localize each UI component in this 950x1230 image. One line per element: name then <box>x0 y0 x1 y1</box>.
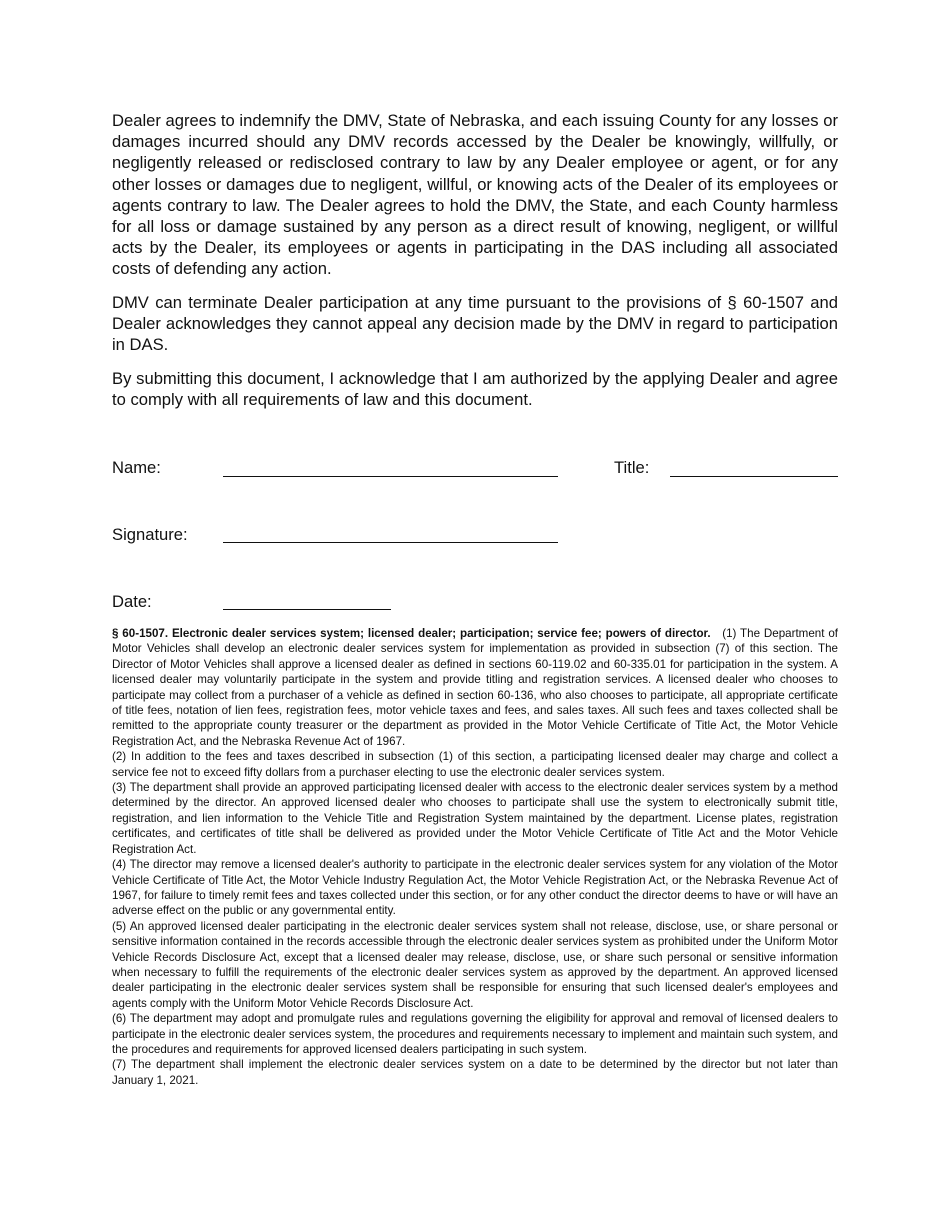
statute-subsection-1 <box>112 626 838 749</box>
termination-paragraph: DMV can terminate Dealer participation at any time pursuant to the provisions of § 60-1507 and Dealer acknowledges they cannot appeal any decision made by the DMV in regard to participation in DAS. <box>112 293 838 355</box>
acknowledgement-paragraph: By submitting this document, I acknowledge that I am authorized by the applying Dealer and agree to comply with all requirements of law and this document. <box>112 369 838 410</box>
statute-subsection-1-text: (1) The Department of Motor Vehicles shall develop an electronic dealer services system for implementation as provided in subsection (7) of this section. The Director of Motor Vehicles shall approve a licensed dealer as defined in sections 60-119.02 and 60-335.01 for participation in the system. A licensed dealer may voluntarily participate in the system and provide titling and registration services. A licensed dealer who chooses to participate may collect from a purchaser of a vehicle as defined in section 60-136, who also chooses to participate, all appropriate certificate of title fees, notation of lien fees, registration fees, motor vehicle taxes and fees, and sales taxes. All such fees and taxes collected shall be remitted to the appropriate county treasurer or the department as provided in the Motor Vehicle Certificate of Title Act, the Motor Vehicle Registration Act, and the Nebraska Revenue Act of 1967. <box>112 627 838 748</box>
date-line[interactable] <box>223 609 391 610</box>
title-line[interactable] <box>670 476 838 477</box>
signature-line[interactable] <box>223 542 558 543</box>
statute-subsection-3: (3) The department shall provide an approved participating licensed dealer with access to the electronic dealer services system by a method determined by the director. An approved licensed dealer who chooses to participate shall use the system to electronically submit title, registration, and lien information to the Vehicle Title and Registration System maintained by the department. License plates, registration certificates, and certificates of title shall be delivered as provided under the Motor Vehicle Certificate of Title Act and the Motor Vehicle Registration Act. <box>112 781 838 856</box>
statute-subsection-7: (7) The department shall implement the electronic dealer services system on a date to be determined by the director but not later than January 1, 2021. <box>112 1058 838 1087</box>
name-label: Name: <box>112 458 161 477</box>
name-line[interactable] <box>223 476 558 477</box>
title-label: Title: <box>614 458 650 477</box>
indemnification-paragraph: Dealer agrees to indemnify the DMV, State of Nebraska, and each issuing County for any losses or damages incurred should any DMV records accessed by the Dealer be knowingly, willfully, or negligently released or redisclosed contrary to law by any Dealer employee or agent, or for any other losses or damages due to negligent, willful, or knowing acts of the Dealer of its employees or agents contrary to law. The Dealer agrees to hold the DMV, the State, and each County harmless for all loss or damage sustained by any person as a direct result of knowing, negligent, or willful acts by the Dealer, its employees or agents in participating in the DAS including all associated costs of defending any action. <box>112 111 838 279</box>
statute-subsection-4: (4) The director may remove a licensed dealer's authority to participate in the electronic dealer services system for any violation of the Motor Vehicle Certificate of Title Act, the Motor Vehicle Industry Regulation Act, the Motor Vehicle Registration Act, or the Nebraska Revenue Act of 1967, for failure to timely remit fees and taxes collected under this section, or for any other conduct the director deems to have or will have an adverse effect on the public or any governmental entity. <box>112 858 838 918</box>
statute-heading: § 60-1507. Electronic dealer services system; licensed dealer; participation; service fee; powers of director. <box>112 627 711 640</box>
date-label: Date: <box>112 592 152 611</box>
signature-label: Signature: <box>112 525 188 544</box>
statute-subsection-2: (2) In addition to the fees and taxes described in subsection (1) of this section, a participating licensed dealer may charge and collect a service fee not to exceed fifty dollars from a purchaser electing to use the electronic dealer services system. <box>112 750 838 779</box>
statute-subsection-6: (6) The department may adopt and promulgate rules and regulations governing the eligibility for approval and removal of licensed dealers to participate in the electronic dealer services system, the procedures and requirements necessary to implement and maintain such system, and the procedures and requirements for approved licensed dealers participating in such system. <box>112 1012 838 1056</box>
statute-text <box>112 626 838 1088</box>
statute-subsection-5: (5) An approved licensed dealer participating in the electronic dealer services system shall not release, disclose, use, or share personal or sensitive information contained in the records accessible through the electronic dealer services system as prohibited under the Uniform Motor Vehicle Records Disclosure Act, except that a licensed dealer may release, disclose, use, or share such personal or sensitive information when necessary to fulfill the requirements of the electronic dealer services system as approved by the department. An approved licensed dealer participating in the electronic dealer services system shall be responsible for ensuring that such licensed dealer's employees and agents comply with the Uniform Motor Vehicle Records Disclosure Act. <box>112 919 838 1010</box>
